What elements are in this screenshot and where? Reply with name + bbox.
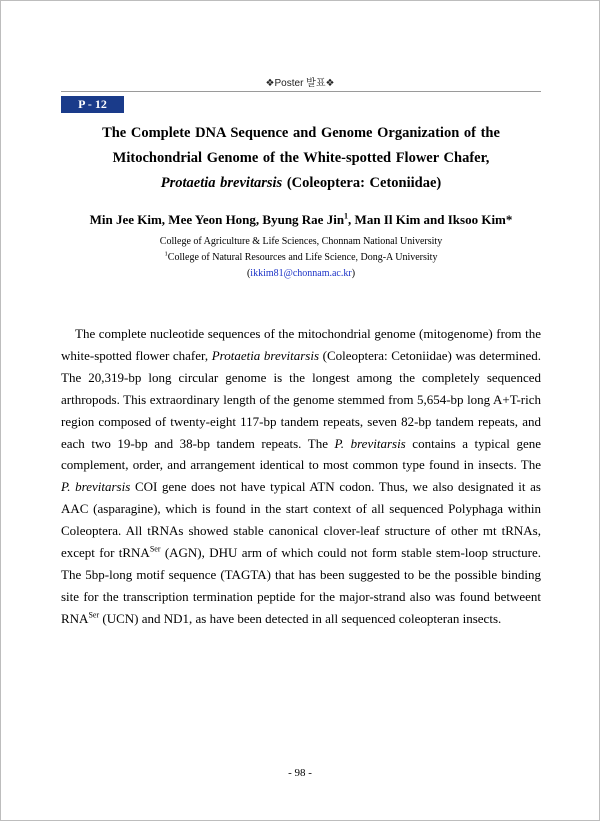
paper-title (71, 121, 531, 196)
species-name: Protaetia brevitarsis (160, 175, 283, 191)
title-line-3 (71, 171, 531, 196)
species-name-italic: Protaetia brevitarsis (211, 347, 320, 363)
email-open-paren: ( (246, 268, 251, 279)
affiliation-2-mark: 1 (164, 250, 168, 258)
title-line-3-rest: (Coleoptera: Cetoniidae) (282, 175, 442, 191)
poster-number-badge: P - 12 (61, 96, 124, 113)
trna-superscript-2: Ser (88, 610, 100, 620)
section-header: ❖Poster 발표❖ (265, 78, 335, 89)
abstract-text-2: (Coleoptera: Cetoniidae) was determined. The 20,319-bp long circular genome is the longest among the completely sequenced arthropods. This extraordinary length of the genome stemmed from 5,654-bp long A+T-rich region composed of twenty-eight 117-bp tandem repeats, seven 82-bp tandem repeats, and each two 19-bp and 38-bp tandem repeats. The (61, 347, 541, 451)
affiliation-2-text: College of Natural Resources and Life Science, Dong-A University (167, 252, 438, 263)
trna-superscript-1: Ser (149, 544, 161, 554)
abstract-text-4: COI gene does not have typical ATN codon. Thus, we also designated it as AAC (asparagine), which is found in the start context of all sequenced Polyphaga within Coleoptera. All tRNAs showed stable canonical clover-leaf structure of other mt tRNAs, except for tRNA (61, 479, 541, 561)
email-close-paren: ) (351, 268, 356, 279)
abstract-text-6: (UCN) and ND1, as have been detected in all sequenced coleopteran insects. (99, 610, 502, 626)
author-list (41, 212, 561, 228)
abstract-body (61, 323, 541, 630)
species-abbrev-italic-2: P. brevitarsis (61, 479, 131, 495)
authors-part-2: , Man Il Kim and Iksoo Kim* (348, 212, 513, 227)
affiliation-1: College of Agriculture & Life Sciences, Chonnam National University (159, 236, 443, 247)
title-line-2: Mitochondrial Genome of the White-spotted Flower Chafer, (112, 150, 490, 166)
page-number: - 98 - (288, 767, 312, 779)
species-abbrev-italic-1: P. brevitarsis (334, 435, 406, 451)
email-link[interactable]: ikkim81@chonnam.ac.kr (250, 268, 352, 279)
title-line-1: The Complete DNA Sequence and Genome Organization of the (102, 125, 500, 141)
authors-part-1: Min Jee Kim, Mee Yeon Hong, Byung Rae Jin (89, 212, 345, 227)
contact-email (41, 268, 561, 279)
affiliation-2 (41, 252, 561, 263)
abstract-text-1: The complete nucleotide sequences of the mitochondrial genome (mitogenome) from the white-spotted flower chafer, (61, 326, 541, 363)
abstract-text-3: contains a typical gene complement, order, and arrangement identical to most common type found in insects. The (61, 435, 541, 473)
abstract-paragraph (61, 323, 541, 630)
header-divider (61, 91, 541, 92)
author-affiliation-mark: 1 (344, 211, 349, 221)
abstract-text-5: (AGN), DHU arm of which could not form stable stem-loop structure. The 5bp-long motif sequence (TAGTA) that has been suggested to be the possible binding site for the transcription termination peptide for the major-strand also was found betweent RNA (61, 545, 542, 626)
